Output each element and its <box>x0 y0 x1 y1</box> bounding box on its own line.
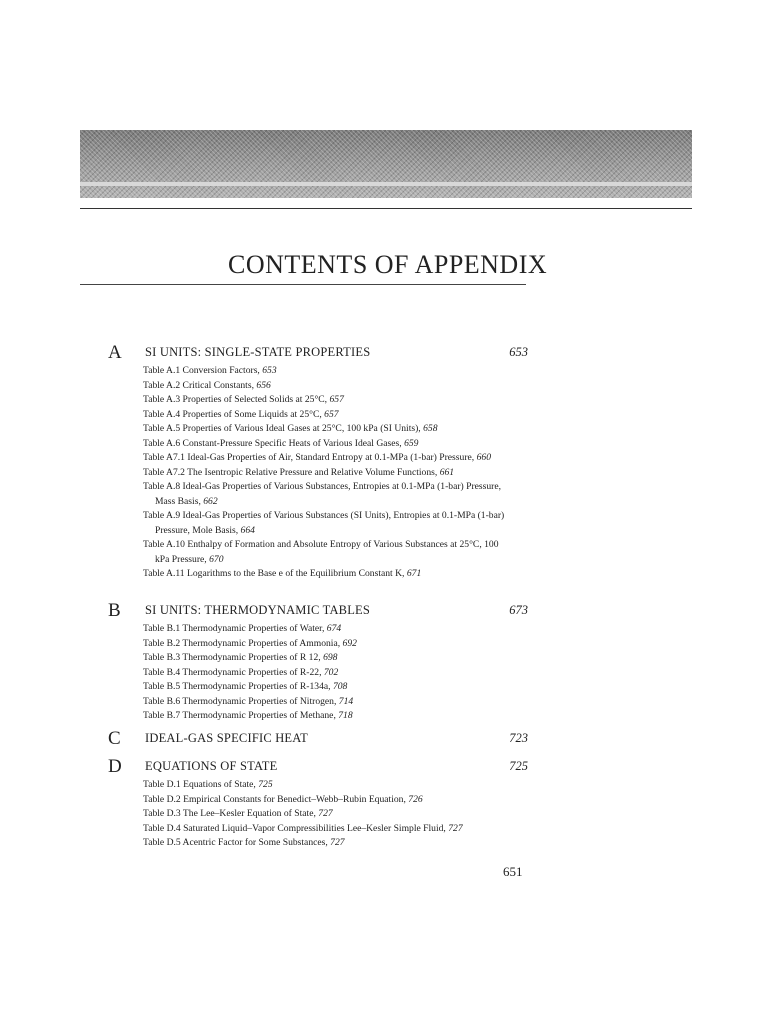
section-letter: A <box>108 342 122 363</box>
section-entries <box>143 364 528 582</box>
toc-entry: Table A.2 Critical Constants, 656 <box>143 379 271 391</box>
toc-entry: Table B.3 Thermodynamic Properties of R 12, 698 <box>143 652 338 663</box>
section-title: IDEAL-GAS SPECIFIC HEAT <box>145 731 308 745</box>
toc-entry: Table B.7 Thermodynamic Properties of Methane, 718 <box>143 710 353 721</box>
toc-entry: Table D.1 Equations of State, 725 <box>143 779 273 790</box>
section-a <box>108 342 528 582</box>
toc-entry: Table B.6 Thermodynamic Properties of Nitrogen, 714 <box>143 695 354 707</box>
section-page: 723 <box>509 731 528 745</box>
section-letter: D <box>108 756 122 777</box>
page-title: CONTENTS OF APPENDIX <box>228 250 548 279</box>
toc-entry: Table A.10 Enthalpy of Formation and Absolute Entropy of Various Substances at 25°C, 100 kPa Pressure, 670 <box>143 539 499 565</box>
toc-entry: Table A.11 Logarithms to the Base e of the Equilibrium Constant K, 671 <box>143 568 422 579</box>
toc-entry: Table D.5 Acentric Factor for Some Substances, 727 <box>143 837 345 848</box>
section-d <box>108 756 528 851</box>
toc-entry: Table B.5 Thermodynamic Properties of R-134a, 708 <box>143 681 348 692</box>
toc-entry: Table A.9 Ideal-Gas Properties of Various Substances (SI Units), Entropies at 0.1-MPa (1-bar) Pressure, Mole Basis, 664 <box>143 510 505 536</box>
toc-entry: Table D.4 Saturated Liquid–Vapor Compressibilities Lee–Kesler Simple Fluid, 727 <box>143 822 463 834</box>
title-rule <box>80 284 526 285</box>
toc-entry: Table A7.1 Ideal-Gas Properties of Air, Standard Entropy at 0.1-MPa (1-bar) Pressure, 660 <box>143 452 491 463</box>
header-banner <box>80 130 692 198</box>
header-stripe <box>80 182 692 186</box>
toc-entry: Table B.1 Thermodynamic Properties of Water, 674 <box>143 623 342 634</box>
page-number: 651 <box>503 864 523 879</box>
toc-entry: Table A.6 Constant-Pressure Specific Heats of Various Ideal Gases, 659 <box>143 437 419 449</box>
section-b <box>108 600 528 724</box>
section-entries <box>143 622 528 724</box>
section-title: SI UNITS: SINGLE-STATE PROPERTIES <box>145 345 371 359</box>
section-letter: B <box>108 600 121 621</box>
section-title: SI UNITS: THERMODYNAMIC TABLES <box>145 603 371 617</box>
toc-entry: Table D.2 Empirical Constants for Benedict–Webb–Rubin Equation, 726 <box>143 793 423 805</box>
toc-entry: Table A.8 Ideal-Gas Properties of Various Substances, Entropies at 0.1-MPa (1-bar) Pressure, Mass Basis, 662 <box>143 481 502 507</box>
toc-entry: Table D.3 The Lee–Kesler Equation of State, 727 <box>143 808 333 819</box>
toc-entry: Table A.3 Properties of Selected Solids at 25°C, 657 <box>143 394 344 405</box>
toc-entry: Table B.2 Thermodynamic Properties of Ammonia, 692 <box>143 637 357 649</box>
toc-entry: Table A.1 Conversion Factors, 653 <box>143 365 277 376</box>
section-heading <box>108 728 528 750</box>
toc-entry: Table A.5 Properties of Various Ideal Gases at 25°C, 100 kPa (SI Units), 658 <box>143 423 438 434</box>
section-c <box>108 728 528 750</box>
toc-entry: Table A7.2 The Isentropic Relative Pressure and Relative Volume Functions, 661 <box>143 466 455 478</box>
section-page: 673 <box>509 603 528 617</box>
section-entries <box>143 778 528 851</box>
toc-entry: Table B.4 Thermodynamic Properties of R-22, 702 <box>143 666 339 678</box>
section-letter: C <box>108 728 121 749</box>
section-heading <box>108 756 528 778</box>
toc-entry: Table A.4 Properties of Some Liquids at 25°C, 657 <box>143 408 339 420</box>
section-heading <box>108 342 528 364</box>
section-heading <box>108 600 528 622</box>
section-page: 653 <box>509 345 528 359</box>
section-page: 725 <box>509 759 528 773</box>
section-title: EQUATIONS OF STATE <box>145 759 278 773</box>
header-rule <box>80 208 692 209</box>
